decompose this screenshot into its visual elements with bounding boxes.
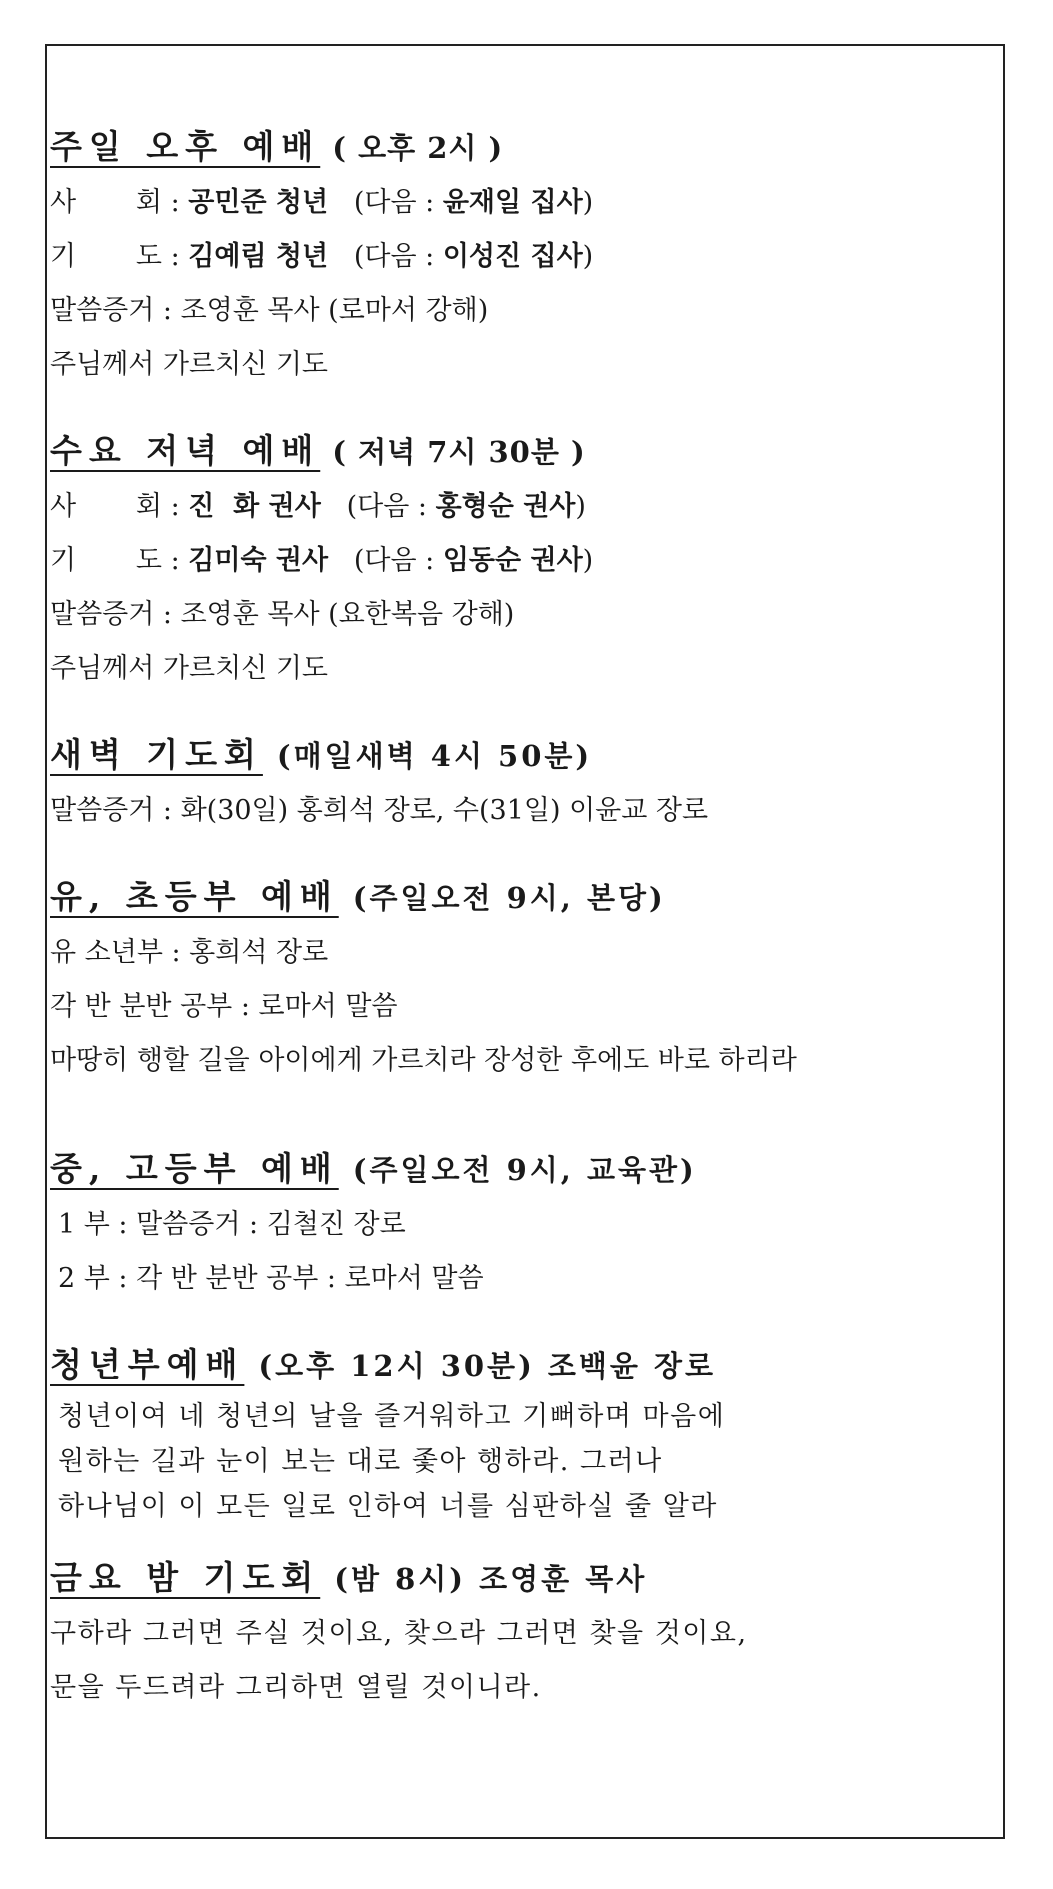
section-title: 금요 밤 기도회 [50, 1558, 321, 1597]
verse-line: 마땅히 행할 길을 아이에게 가르치라 장성한 후에도 바로 하리라 [50, 1045, 797, 1076]
leader-line: 유 소년부 : 홍희석 장로 [50, 937, 329, 968]
section-title: 새벽 기도회 [50, 735, 263, 774]
verse-line: 청년이여 네 청년의 날을 즐거워하고 기뻐하며 마음에 [58, 1401, 726, 1432]
section-time: (밤 8시) 조영훈 목사 [334, 1562, 648, 1596]
section-title: 중, 고등부 예배 [50, 1149, 339, 1188]
prayer-line: 기 도 : 김예림 청년 (다음 : 이성진 집사) [50, 230, 960, 284]
closing-line: 주님께서 가르치신 기도 [50, 349, 328, 380]
section-heading [50, 1140, 960, 1198]
section-friday-night [50, 1549, 960, 1715]
section-title: 주일 오후 예배 [50, 127, 321, 166]
prayer-name: 김예림 청년 [188, 241, 329, 272]
next-prayer-name: 임동순 권사 [442, 545, 583, 576]
section-sunday-afternoon [50, 118, 960, 392]
section-time: ( 오후 2시 ) [332, 131, 504, 165]
bulletin-content [50, 118, 960, 1715]
study-line: 각 반 분반 공부 : 로마서 말씀 [50, 991, 398, 1022]
role-label: 사 회 [50, 491, 162, 522]
verse-line: 구하라 그러면 주실 것이요, 찾으라 그러면 찾을 것이요, [50, 1618, 748, 1649]
section-heading [50, 726, 960, 784]
host-name: 공민준 청년 [188, 187, 329, 218]
section-heading [50, 1549, 960, 1607]
verse-line: 문을 두드려라 그리하면 열릴 것이니라. [50, 1672, 542, 1703]
section-time: (주일오전 9시, 교육관) [352, 1153, 697, 1187]
part2-line: 2 부 : 각 반 분반 공부 : 로마서 말씀 [58, 1263, 484, 1294]
prayer-name: 김미숙 권사 [188, 545, 329, 576]
section-heading [50, 422, 960, 480]
sermon-line: 말씀증거 : 화(30일) 홍희석 장로, 수(31일) 이윤교 장로 [50, 795, 709, 826]
sermon-line: 말씀증거 : 조영훈 목사 (요한복음 강해) [50, 599, 515, 630]
section-wednesday-evening [50, 422, 960, 696]
next-prayer-name: 이성진 집사 [442, 241, 583, 272]
next-host-name: 윤재일 집사 [442, 187, 583, 218]
section-time: (오후 12시 30분) 조백윤 장로 [258, 1349, 717, 1383]
role-label: 기 도 [50, 545, 162, 576]
sermon-line: 말씀증거 : 조영훈 목사 (로마서 강해) [50, 295, 489, 326]
section-elementary [50, 868, 960, 1088]
role-label: 사 회 [50, 187, 162, 218]
part1-line: 1 부 : 말씀증거 : 김철진 장로 [58, 1209, 406, 1240]
section-heading [50, 118, 960, 176]
section-youth [50, 1336, 960, 1529]
host-line: 사 회 : 진 화 권사 (다음 : 홍형순 권사) [50, 480, 960, 534]
section-dawn-prayer [50, 726, 960, 838]
section-secondary [50, 1140, 960, 1306]
prayer-line: 기 도 : 김미숙 권사 (다음 : 임동순 권사) [50, 534, 960, 588]
section-time: (매일새벽 4시 50분) [276, 739, 593, 773]
closing-line: 주님께서 가르치신 기도 [50, 653, 328, 684]
section-time: (주일오전 9시, 본당) [352, 881, 666, 915]
section-heading [50, 868, 960, 926]
host-line: 사 회 : 공민준 청년 (다음 : 윤재일 집사) [50, 176, 960, 230]
section-title: 유, 초등부 예배 [50, 877, 339, 916]
section-title: 청년부예배 [50, 1345, 245, 1384]
host-name: 진 화 권사 [188, 491, 321, 522]
role-label: 기 도 [50, 241, 162, 272]
section-time: ( 저녁 7시 30분 ) [332, 435, 586, 469]
section-heading [50, 1336, 960, 1394]
section-title: 수요 저녁 예배 [50, 431, 321, 470]
verse-line: 원하는 길과 눈이 보는 대로 좇아 행하라. 그러나 [58, 1446, 663, 1477]
verse-line: 하나님이 이 모든 일로 인하여 너를 심판하실 줄 알라 [58, 1491, 718, 1522]
next-host-name: 홍형순 권사 [435, 491, 576, 522]
